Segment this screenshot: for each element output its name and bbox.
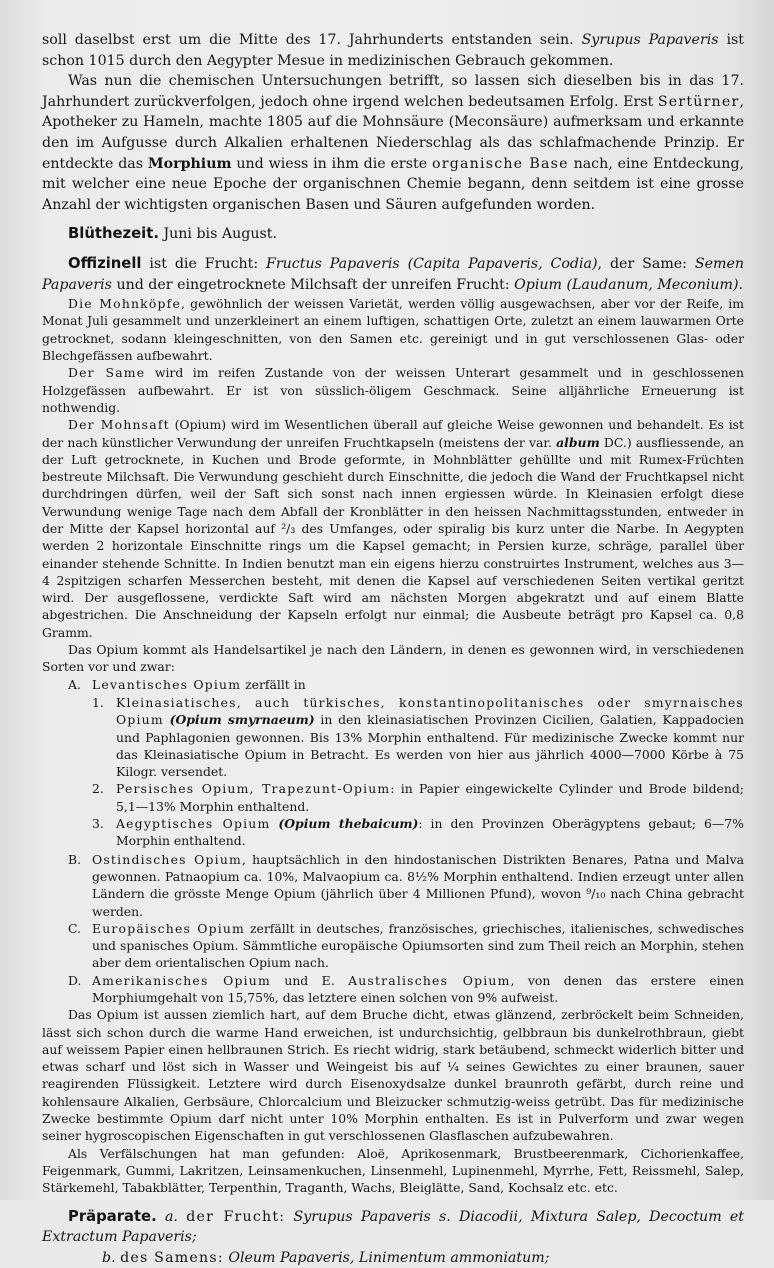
verfaelschungen-paragraph: [42, 1145, 744, 1197]
offizinell-heading: Offizinell: [68, 254, 142, 272]
chemistry-text-c: und wiess in ihm die erste: [236, 155, 428, 172]
sort-text: zerfällt in: [245, 676, 306, 692]
opium-sorts-list-cont: [68, 851, 744, 1007]
list-item-body: [116, 815, 744, 850]
list-item-body: [92, 972, 744, 1007]
album-term: album: [556, 434, 600, 450]
latin-name: (Opium thebaicum): [278, 816, 419, 832]
sort-text: : in Papier eingewickelte Cylinder und Brode bildend; 5,1—13% Morphin enthaltend.: [116, 781, 744, 814]
mohnsaft-text-1: (Opium) wird im Wesentlichen überall auf gleiche Weise gewonnen und behandelt. Es ist der nach künstlicher Verwundung der unreifen Fruchtkapseln (meistens der var.: [42, 417, 744, 450]
list-item: [68, 920, 744, 972]
beschaffenheit-paragraph: [42, 1006, 744, 1144]
beschaffenheit-text: Das Opium ist aussen ziemlich hart, auf dem Bruche dicht, etwas glänzend, zerbröckelt beim Schneiden, lässt sich schon durch die warme Hand erweichen, ist undurchsichtig, gelbbraun bis dunkelrothbraun, giebt auf weissem Papier einen hellbraunen Strich. Es riecht widrig, stark betäubend, schmeckt widerlich bitter und etwas scharf und löst sich in Wasser und Weingeist bis auf ¼ seines Gewichtes zu einer braunen, sauer reagirenden Flüssigkeit. Letztere wird durch Eisenoxydsalze dunkel braunroth gefärbt, durch reine und kohlensaure Alkalien, Gerbsäure, Chlorcalcium und Bleizucker schmutzig-weiss getrübt. Das für medizinische Zwecke bestimmte Opium darf nicht unter 10% Morphin enthalten. Es ist in Pulverform und zwar wegen seiner hygroscopischen Eigenschaften in gut verschlossenen Glasflaschen aufzubewahren.: [42, 1007, 744, 1144]
mohnsaft-text-2: DC.) ausfliessende, an der Luft getrocknete, in Kuchen und Brode geformte, in Mohnblätter gehüllte und mit Rumex-Früchten bestreute Milchsaft. Die Verwundung geschieht durch Einschnitte, die jedoch die Wand der Fruchtkapsel nicht durchdringen dürfen, weil der Saft sich sonst nach innen ergiessen würde. In Kleinasien erfolgt diese Verwundung wenige Tage nach dem Abfall der Kronblätter in den heissen Nachmittagsstunden, entweder in der Mitte der Kapsel horizontal auf: [42, 434, 744, 536]
organische-base-term: organische Base: [431, 155, 569, 172]
handel-text: Das Opium kommt als Handelsartikel je nach den Ländern, in denen es gewonnen wird, in verschiedenen Sorten vor und zwar:: [42, 642, 744, 675]
list-marker: D.: [68, 972, 82, 988]
latin-name: (Opium smyrnaeum): [169, 712, 315, 728]
list-item: [92, 815, 744, 850]
list-item: [68, 676, 744, 693]
praeparate-heading: Präparate.: [68, 1207, 157, 1225]
list-item: [68, 972, 744, 1007]
list-item-body: [92, 920, 744, 972]
sort-name: Aegyptisches Opium: [116, 816, 271, 832]
sort-connector: und E.: [284, 972, 335, 988]
intro-text: soll daselbst erst um die Mitte des 17. Jahrhunderts entstanden sein.: [42, 32, 574, 48]
list-item: [68, 851, 744, 920]
list-marker: B.: [68, 851, 82, 867]
praeparate-b-line: [42, 1248, 744, 1268]
mohnkoepfe-term: Die Mohnköpfe: [68, 296, 181, 312]
bluetezeit-text: Juni bis August.: [163, 226, 277, 243]
chemistry-text-d: nach, eine Entdeckung, mit welcher eine neue Epoche der organischnen Chemie begann, denn seitdem ist eine grosse Anzahl der wichtigsten organischen Basen und Säuren aufgefunden worden.: [42, 155, 745, 213]
sort-name: Europäisches Opium: [92, 920, 245, 936]
offizinell-text-2: , der Same:: [597, 255, 687, 272]
verfaelschungen-text: Als Verfälschungen hat man gefunden: Aloë, Aprikosenmark, Brustbeerenmark, Cichorienkaffee, Feigenmark, Gummi, Lakritzen, Leinsamenkuchen, Linsenmehl, Lupinenmehl, Myrrhe, Fett, Reissmehl, Salep, Stärkemehl, Tabakblätter, Terpenthin, Traganth, Wachs, Bleiglätte, Sand, Kochsalz etc. etc.: [42, 1145, 744, 1196]
semen-term: Semen Papaveris: [42, 255, 744, 293]
praeparate-text-b: des Samens:: [120, 1249, 224, 1266]
praeparate-list-b: Oleum Papaveris, Linimentum ammoniatum;: [228, 1249, 550, 1266]
opium-term: Opium (Laudanum, Meconium): [514, 276, 739, 293]
mohnkoepfe-paragraph: [42, 295, 744, 364]
mohnsaft-text-3: des Umfanges, oder spiralig bis kurz unter die Narbe. In Aegypten werden 2 horizontale Einschnitte rings um die Kapsel gemacht; in Persien kurze, schräge, parallel über einander stehende Schnitte. In Indien benutzt man ein eigens hierzu construirtes Instrument, welches aus 3—4 2spitzigen scharfen Messerchen besteht, mit denen die Kapsel auf verschiedenen Seiten vertikal geritzt wird. Der ausgeflossene, verdickte Saft wird am nächsten Morgen abgekratzt und auf einem Blatte abgestrichen. Die Anschneidung der Kapseln erfolgt nur einmal; die Ausbeute beträgt pro Kapsel ca. 0,8 Gramm.: [42, 520, 744, 640]
sort-name: Amerikanisches Opium: [92, 972, 271, 988]
list-item: [92, 694, 744, 780]
list-item-body: [116, 780, 744, 815]
sort-text: zerfällt in deutsches, französisches, griechisches, italienisches, schwedisches und spanisches Opium. Sämmtliche europäische Opiumsorten sind zum Theil reich an Morphin, stehen aber dem orientalischen Opium nach.: [92, 920, 744, 971]
sort-text: : in den Provinzen Oberägyptens gebaut; 6—7% Morphin enthaltend.: [116, 816, 744, 849]
fructus-term: Fructus Papaveris (Capita Papaveris, Codia): [266, 255, 598, 272]
mohnsaft-paragraph: [42, 416, 744, 641]
offizinell-text-3: und der eingetrocknete Milchsaft der unreifen Frucht:: [116, 276, 510, 293]
offizinell-paragraph: [42, 254, 744, 295]
sort-text: in den kleinasiatischen Provinzen Cicilien, Galatien, Kappadocien und Paphlagonien gewonnen. Bis 13% Morphin enthaltend. Für medizinische Zwecke kommt nur das Kleinasiatische Opium in Betracht. Es werden von hier aus jährlich 4000—7000 Körbe à 75 Kilogr. versendet.: [116, 712, 744, 780]
chemistry-paragraph: [42, 71, 744, 215]
chemistry-text-a: Was nun die chemischen Untersuchungen betrifft, so lassen sich dieselben bis in das 17. Jahrhundert zurückverfolgen, jedoch ohne irgend welchen bedeutsamen Erfolg. Erst: [42, 73, 744, 110]
chemistry-text-b: , Apotheker zu Hameln, machte 1805 auf die Mohnsäure (Meconsäure) aufmerksam und erkannte den im Aufgusse durch Alkalien erhaltenen Niederschlag als das schlafmachende Prinzip. Er entdeckte das: [42, 93, 744, 172]
same-text: wird im reifen Zustande von der weissen Unterart gesammelt und in geschlossenen Holzgefässen aufbewahrt. Er ist von süsslich-öligem Geschmack. Seine alljährliche Erneuerung ist nothwendig.: [42, 365, 744, 415]
list-item-body: [92, 676, 744, 693]
mohnkoepfe-text: , gewöhnlich der weissen Varietät, werden völlig ausgewachsen, aber vor der Reife, im Monat Juli gesammelt und unzerkleinert an einem luftigen, schattigen Orte, zuletzt an einem lauwarmen Orte getrocknet, sodann kleingeschnitten, von den Samen etc. gereinigt und in gut verschlossenen Glas- oder Blechgefässen aufbewahrt.: [42, 296, 744, 364]
opium-sorts-list: [68, 676, 744, 693]
list-item-body: [92, 851, 744, 920]
sort-name: Ostindisches Opium: [92, 851, 242, 867]
handel-paragraph: [42, 641, 744, 676]
praeparate-marker-b: b.: [102, 1249, 116, 1266]
offizinell-text-4: .: [738, 276, 744, 293]
list-marker: 2.: [92, 781, 104, 797]
sort-name: Kleinasiatisches, auch türkisches, konstantinopolitanisches oder smyrnaisches Opium: [116, 694, 744, 728]
offizinell-text-1: ist die Frucht:: [149, 255, 259, 272]
levant-sublist: [92, 694, 744, 850]
list-marker: 1.: [92, 694, 104, 710]
sort-text: , von denen das erstere einen Morphiumgehalt von 15,75%, das letztere einen solchen von 9% aufweist.: [92, 972, 744, 1005]
same-term: Der Same: [68, 365, 146, 381]
sort-text: , hauptsächlich in den hindostanischen Distrikten Benares, Patna und Malva gewonnen. Patnaopium ca. 10%, Malvaopium ca. 8½% Morphin enthaltend. Indien erzeugt unter allen Ländern die grösste Menge Opium (jährlich über 4 Millionen Pfund), wovon ⁹/₁₀ nach China gebracht werden.: [92, 851, 745, 919]
bluetezeit-paragraph: [42, 224, 744, 245]
list-item: [92, 780, 744, 815]
sort-name: Persisches Opium, Trapezunt-Opium: [116, 781, 391, 797]
morphium-term: Morphium: [147, 155, 232, 172]
bluetezeit-heading: Blüthezeit.: [68, 225, 159, 243]
mohnsaft-term: Der Mohnsaft: [68, 417, 170, 433]
list-marker: 3.: [92, 816, 104, 832]
fraction: ²/₃: [281, 520, 296, 536]
sertuerner-name: Sertürner: [657, 93, 740, 110]
intro-paragraph: [42, 30, 744, 71]
praeparate-list-a: Syrupus Papaveris s. Diacodii, Mixtura Salep, Decoctum et Extractum Papaveris;: [42, 1208, 744, 1246]
sort-name: Levantisches Opium: [92, 676, 242, 692]
same-paragraph: [42, 364, 744, 416]
praeparate-marker-a: a.: [164, 1208, 178, 1225]
sort-name-2: Australisches Opium: [348, 972, 511, 988]
praeparate-paragraph: [42, 1207, 744, 1248]
list-marker: A.: [68, 676, 81, 692]
intro-text-end: ist schon 1015 durch den Aegypter Mesue in medizinischen Gebrauch gekommen.: [42, 32, 744, 69]
list-marker: C.: [68, 920, 81, 936]
list-item-body: [116, 694, 744, 780]
praeparate-text-a: der Frucht:: [186, 1208, 286, 1225]
intro-syrupus: Syrupus Papaveris: [581, 32, 719, 48]
